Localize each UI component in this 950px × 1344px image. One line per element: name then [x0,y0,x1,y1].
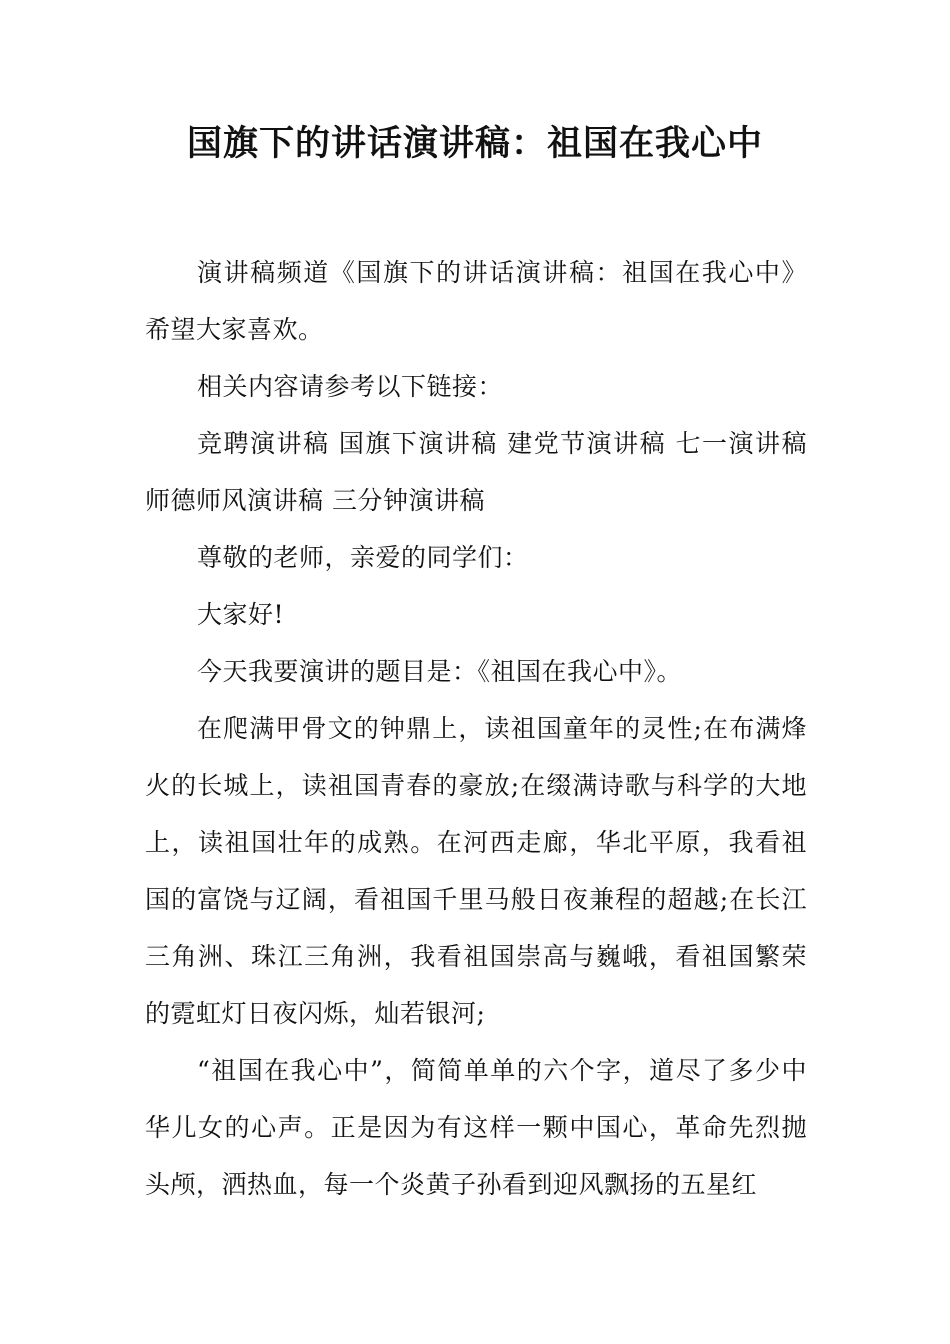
paragraph-intro: 演讲稿频道《国旗下的讲话演讲稿：祖国在我心中》希望大家喜欢。 [145,258,807,344]
paragraph-body-2: “祖国在我心中”，简简单单的六个字，道尽了多少中华儿女的心声。正是因为有这样一颗中国心，革命先烈抛头颅，洒热血，每一个炎黄子孙看到迎风飘扬的五星红 [145,1056,807,1199]
paragraph-body-1: 在爬满甲骨文的钟鼎上，读祖国童年的灵性;在布满烽火的长城上，读祖国青春的豪放;在缀满诗歌与科学的大地上，读祖国壮年的成熟。在河西走廊，华北平原，我看祖国的富饶与辽阔，看祖国千里马般日夜兼程的超越;在长江三角洲、珠江三角洲，我看祖国崇高与巍峨，看祖国繁荣的霓虹灯日夜闪烁，灿若银河; [145,714,807,1028]
document-body [145,244,807,1213]
paragraph-greeting: 大家好! [197,600,285,629]
paragraph-related-links: 竞聘演讲稿 国旗下演讲稿 建党节演讲稿 七一演讲稿 师德师风演讲稿 三分钟演讲稿 [145,429,807,515]
paragraph-related-links-label: 相关内容请参考以下链接： [197,372,504,401]
document-title: 国旗下的讲话演讲稿：祖国在我心中 [186,124,763,164]
paragraph-topic: 今天我要演讲的题目是：《祖国在我心中》。 [197,657,683,686]
paragraph-salutation: 尊敬的老师，亲爱的同学们： [197,543,529,572]
